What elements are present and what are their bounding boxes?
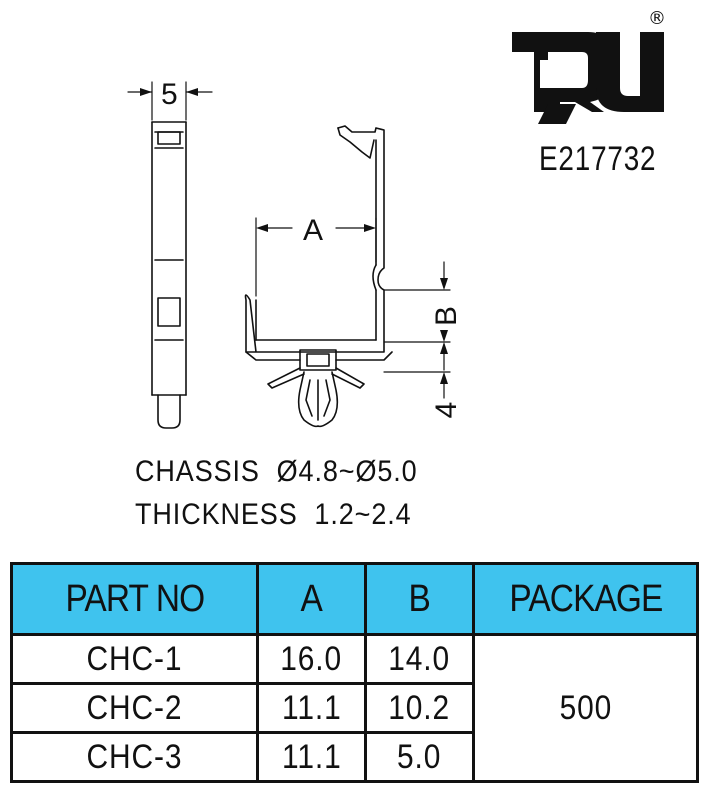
side-view [152,122,186,428]
front-view [246,126,393,426]
cell-package: 500 [474,635,698,782]
registered-mark: ® [648,8,666,29]
spec-chassis: CHASSIS Ø4.8~Ø5.0 [135,455,418,488]
ul-recognized-component-mark-icon [512,32,664,126]
header-package: PACKAGE [474,564,698,635]
table-header-row [12,564,698,635]
cell-a: 16.0 [258,635,366,684]
parts-table [10,562,699,783]
cell-b: 5.0 [366,733,474,782]
table-row [12,635,698,684]
cell-a: 11.1 [258,684,366,733]
cell-part-no: CHC-3 [12,733,258,782]
dim-a-label: A [303,214,324,247]
header-b: B [366,564,474,635]
cell-a: 11.1 [258,733,366,782]
cell-b: 14.0 [366,635,474,684]
cell-part-no: CHC-2 [12,684,258,733]
cell-b: 10.2 [366,684,474,733]
dim-4-label: 4 [430,401,463,419]
header-a: A [258,564,366,635]
spec-thickness: THICKNESS 1.2~2.4 [135,498,412,531]
dimension-lines [128,82,450,398]
dim-b-label: B [430,305,463,327]
cell-part-no: CHC-1 [12,635,258,684]
certification-file-number: E217732 [539,140,657,178]
dim-width-label: 5 [161,78,178,111]
header-part-no: PART NO [12,564,258,635]
